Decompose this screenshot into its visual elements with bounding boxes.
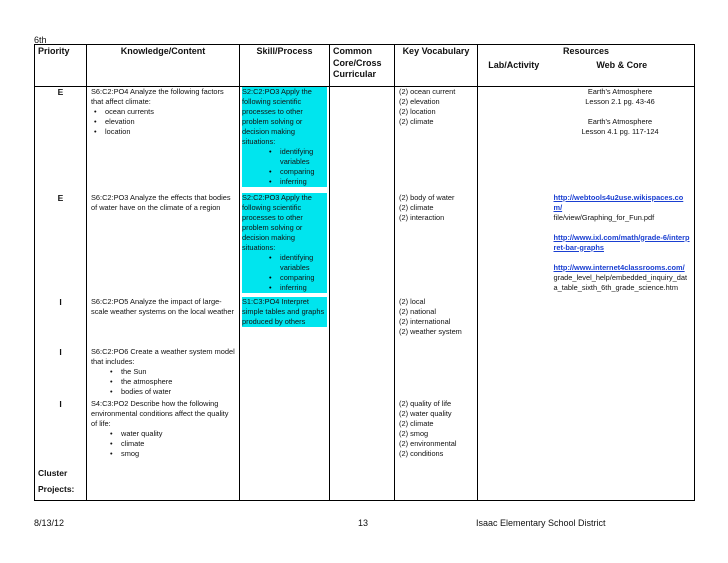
- cluster-knowledge: [87, 465, 240, 501]
- header-knowledge: Knowledge/Content: [87, 45, 240, 87]
- header-lab-activity: Lab/Activity: [478, 59, 550, 87]
- list-item: • smog: [91, 449, 235, 459]
- row-4-vocabulary: [395, 347, 478, 399]
- row-5-priority: I: [35, 399, 87, 465]
- row-1-skill: S2:C2:PO3 Apply the following scientific processes to other problem solving or decision making situations: • identifying variables • comparing • inferring: [240, 87, 330, 193]
- row-1-common-core: [330, 87, 395, 193]
- row-3-common-core: [330, 297, 395, 347]
- list-item: • bodies of water: [91, 387, 235, 397]
- row-2-vocabulary: (2) body of water (2) climate (2) interaction: [395, 193, 478, 297]
- row-3-vocabulary: (2) local (2) national (2) international (2) weather system: [395, 297, 478, 347]
- resource-link-internet4classrooms[interactable]: http://www.internet4classrooms.com/: [553, 262, 685, 272]
- row-4-priority: I: [35, 347, 87, 399]
- list-item: • climate: [91, 439, 235, 449]
- row-2-lab-activity: [478, 193, 550, 297]
- header-priority: Priority: [35, 45, 87, 87]
- row-3-priority: I: [35, 297, 87, 347]
- resource-link-webtools[interactable]: http://webtools4u2use.wikispaces.com/: [553, 192, 684, 212]
- list-item: • comparing: [242, 167, 327, 177]
- list-item: • location: [91, 127, 235, 137]
- list-item: • inferring: [242, 283, 327, 293]
- header-web-core: Web & Core: [550, 59, 695, 87]
- header-skill: Skill/Process: [240, 45, 330, 87]
- row-2-web-core: http://webtools4u2use.wikispaces.com/ file/view/Graphing_for_Fun.pdf http://www.ixl.com/math/grade-6/interpret-bar-graphs http://www.internet4classrooms.com/ grade_level_help/embedded_inquiry_data_table_sixth_6th_grade_science.htm: [550, 193, 695, 297]
- list-item: • water quality: [91, 429, 235, 439]
- row-3-lab-activity: [478, 297, 550, 347]
- row-3-skill: S1:C3:PO4 Interpret simple tables and graphs produced by others: [240, 297, 330, 347]
- cluster-lab-activity: [478, 465, 550, 501]
- row-4-skill: [240, 347, 330, 399]
- row-5-skill: [240, 399, 330, 465]
- footer-district: Isaac Elementary School District: [476, 518, 606, 528]
- row-4-knowledge: S6:C2:PO6 Create a weather system model that includes: • the Sun • the atmosphere • bodies of water: [87, 347, 240, 399]
- list-item: • the atmosphere: [91, 377, 235, 387]
- row-2-skill: S2:C2:PO3 Apply the following scientific processes to other problem solving or decision making situations: • identifying variables • comparing • inferring: [240, 193, 330, 297]
- grade-label: 6th: [34, 35, 47, 45]
- header-vocabulary: Key Vocabulary: [395, 45, 478, 87]
- header-resources: Resources: [478, 45, 695, 59]
- list-item: • identifying variables: [242, 147, 327, 167]
- cluster-skill: [240, 465, 330, 501]
- row-1-vocabulary: (2) ocean current (2) elevation (2) location (2) climate: [395, 87, 478, 193]
- row-4-lab-activity: [478, 347, 550, 399]
- list-item: • comparing: [242, 273, 327, 283]
- row-5-lab-activity: [478, 399, 550, 465]
- list-item: • elevation: [91, 117, 235, 127]
- row-4-common-core: [330, 347, 395, 399]
- footer-page-number: 13: [358, 518, 369, 528]
- row-1-knowledge: S6:C2:PO4 Analyze the following factors that affect climate: • ocean currents • elevation • location: [87, 87, 240, 193]
- row-1-resources: Earth's Atmosphere Lesson 2.1 pg. 43-46 Earth's Atmosphere Lesson 4.1 pg. 117-124: [478, 87, 695, 193]
- list-item: • the Sun: [91, 367, 235, 377]
- list-item: • inferring: [242, 177, 327, 187]
- row-2-priority: E: [35, 193, 87, 297]
- row-3-knowledge: S6:C2:PO5 Analyze the impact of large-scale weather systems on the local weather: [87, 297, 240, 347]
- row-1-priority: E: [35, 87, 87, 193]
- header-common-core: Common Core/Cross Curricular: [330, 45, 395, 87]
- resource-link-ixl[interactable]: http://www.ixl.com/math/grade-6/interpret-bar-graphs: [553, 232, 690, 252]
- cluster-common-core: [330, 465, 395, 501]
- footer-date: 8/13/12: [34, 518, 65, 528]
- row-3-web-core: [550, 297, 695, 347]
- cluster-vocabulary: [395, 465, 478, 501]
- row-5-common-core: [330, 399, 395, 465]
- row-5-knowledge: S4:C3:PO2 Describe how the following environmental conditions affect the quality of life: • water quality • climate • smog: [87, 399, 240, 465]
- row-5-web-core: [550, 399, 695, 465]
- row-5-vocabulary: (2) quality of life (2) water quality (2) climate (2) smog (2) environmental (2) conditions: [395, 399, 478, 465]
- row-2-common-core: [330, 193, 395, 297]
- cluster-web-core: [550, 465, 695, 501]
- list-item: • ocean currents: [91, 107, 235, 117]
- curriculum-table: [34, 44, 695, 501]
- row-4-web-core: [550, 347, 695, 399]
- list-item: • identifying variables: [242, 253, 327, 273]
- row-2-knowledge: S6:C2:PO3 Analyze the effects that bodies of water have on the climate of a region: [87, 193, 240, 297]
- cluster-projects-label: Cluster Projects:: [35, 465, 87, 501]
